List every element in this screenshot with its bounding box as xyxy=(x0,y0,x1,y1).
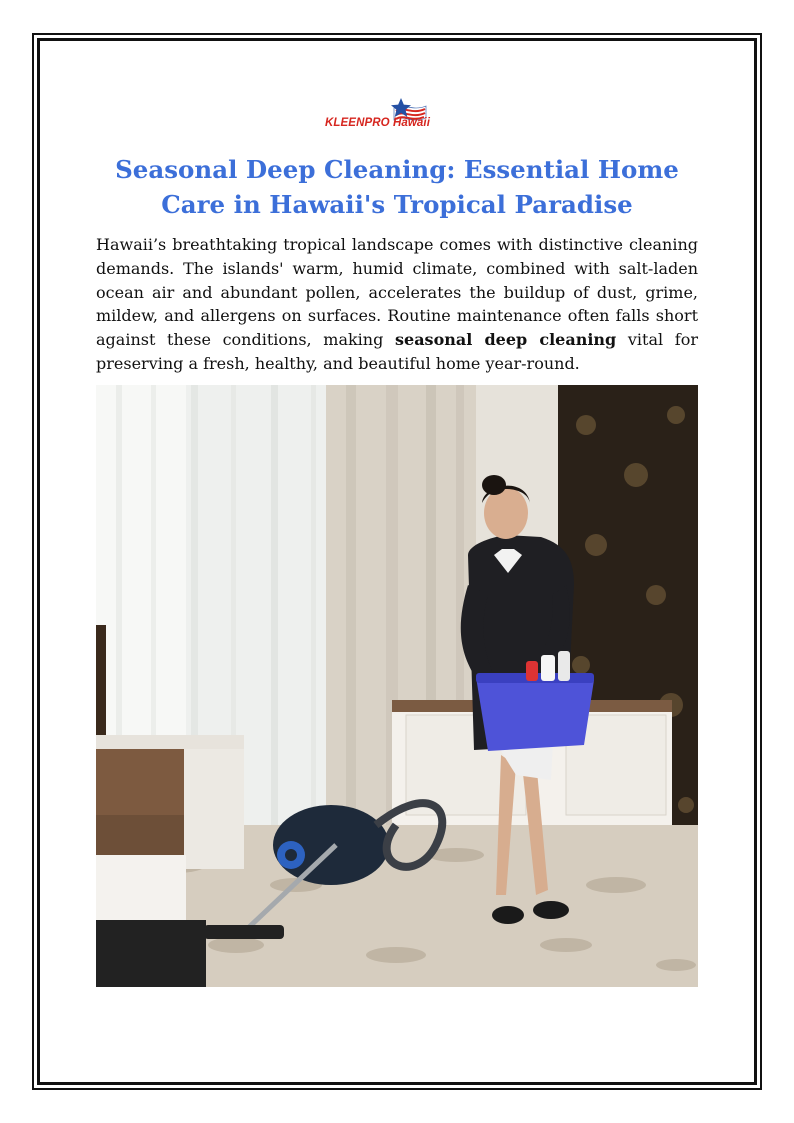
intro-paragraph xyxy=(96,233,698,376)
kleenpro-logo xyxy=(322,98,458,134)
intro-bold-keyword: seasonal deep cleaning xyxy=(395,330,617,350)
intro-text-end: vital for preserving a fresh, healthy, and beautiful home year-round. xyxy=(96,330,698,373)
logo-text: KLEENPRO Hawaii xyxy=(325,117,431,129)
cleaning-photo xyxy=(96,385,698,987)
intro-text-start: Hawaii’s breathtaking tropical landscape comes with distinctive cleaning demands. The islands' warm, humid climate, combined with salt-laden ocean air and abundant pollen, accelerates the buildup of dust, grime, mildew, and allergens on surfaces. Routine maintenance often falls short against these conditions, making xyxy=(96,235,698,350)
page-title: Seasonal Deep Cleaning: Essential Home Care in Hawaii's Tropical Paradise xyxy=(115,155,679,219)
